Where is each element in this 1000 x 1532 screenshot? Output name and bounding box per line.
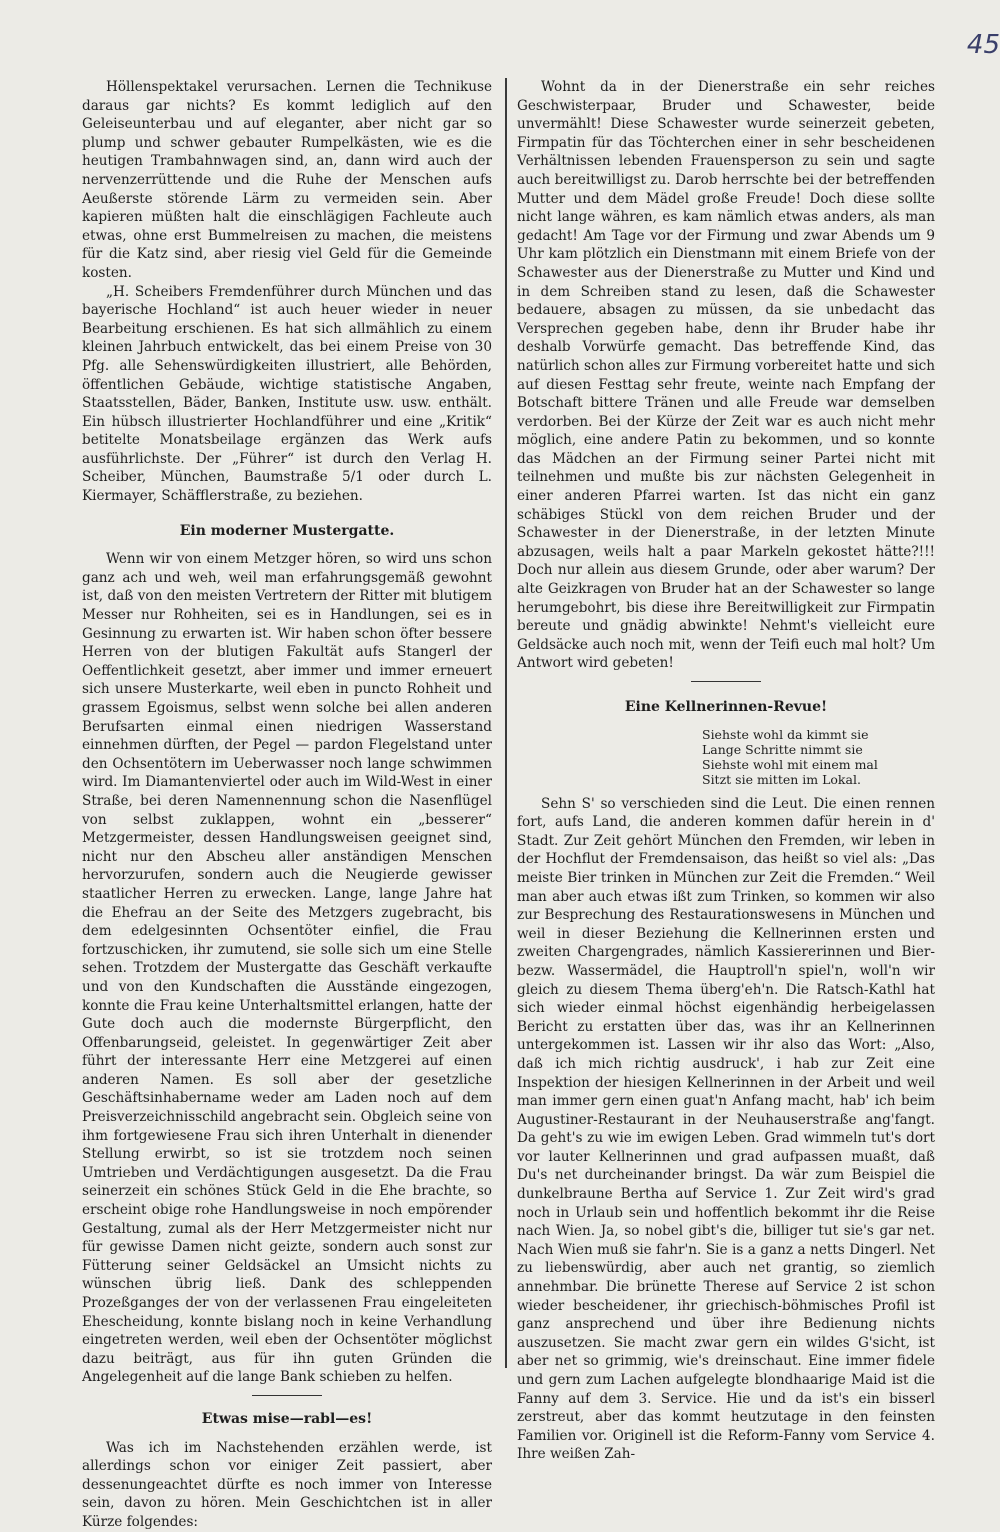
intro-paragraph: Höllenspektakel verursachen. Lernen die Technikuse daraus gar nichts? Es kommt lediglich auf den Geleiseunterbau und auf eleganter, aber nicht gar so plump und schwer gebauter Rumpelkästen, wie es die heutigen Trambahnwagen sind, an, dann wird auch der nervenzerrüttende und die Ruhe der Menschen aufs Aeußerste störende Lärm zu vermeiden sein. Aber kapieren müßten halt die einschlägigen Fachleute auch etwas, ohne erst Bummelreisen zu machen, die meistens für die Katz sind, aber riesig viel Geld für die Gemeinde kosten. (82, 79, 492, 281)
verse-line: Sitzt sie mitten im Lokal. (702, 771, 861, 787)
verse-line: Lange Schritte nimmt sie (702, 741, 863, 757)
verse-line: Siehste wohl mit einem mal (702, 756, 878, 772)
section-divider (252, 1395, 322, 1396)
page-number: 45 (966, 30, 1000, 60)
article-paragraph: Wohnt da in der Dienerstraße ein sehr reiches Geschwisterpaar, Bruder und Schawester, beide unvermählt! Diese Schawester wurde seinerzeit gebeten, Firmpatin für das Töchterchen einer in sehr bescheidenen Verhältnissen lebenden Frauensperson zu sein und sagte auch bereitwilligst zu. Darob herrschte bei der betreffenden Mutter und dem Mädel große Freude! Doch diese sollte nicht lange währen, es kam nämlich etwas anders, als man gedacht! Am Tage vor der Firmung und zwar Abends um 9 Uhr kam plötzlich ein Dienstmann mit einem Briefe von der Schawester aus der Dienerstraße zu Mutter und Kind und in dem Schreiben stand zu lesen, daß die Schawester bedauere, absagen zu müssen, da sie unbedacht das Versprechen gegeben habe, denn ihr Bruder habe ihr deshalb Vorwürfe gemacht. Das betreffende Kind, das natürlich schon alles zur Firmung vorbereitet hatte und sich auf diesen Festtag sehr freute, weinte nach Empfang der Botschaft bittere Tränen und alle Freude war demselben verdorben. Bei der Kürze der Zeit war es auch nicht mehr möglich, eine andere Patin zu bekommen, und so konnte das Mädchen an der Firmung seiner Partei nicht mit teilnehmen und mußte bis zur nächsten Gelegenheit in einer anderen Pfarrei warten. Ist das nicht ein ganz schäbiges Stückl von dem reichen Bruder und der Schawester in der Dienerstraße, in der letzten Minute abzusagen, weils halt a paar Markeln gekostet hätte?!!! Doch nur allein aus diesem Grunde, oder aber warum? Der alte Geizkragen von Bruder hat an der Schawester so lange herumgebohrt, bis diese ihre Bereitwilligkeit zur Firmpatin bereute und gnädig abwinkte! Nehmt's vielleicht eure Geldsäcke auch noch mit, wenn der Teifi euch mal holt? Um Antwort wird gebeten! (517, 79, 935, 672)
left-column (82, 78, 492, 1532)
verse-block (702, 727, 935, 787)
article-paragraph: Was ich im Nachstehenden erzählen werde, ist allerdings schon vor einiger Zeit passiert, aber dessenungeachtet dürfte es noch immer von Interesse sein, davon zu hören. Mein Geschichtchen ist in aller Kürze folgendes: (82, 1439, 492, 1530)
column-divider (505, 78, 507, 1368)
intro-paragraph: „H. Scheibers Fremdenführer durch München und das bayerische Hochland“ ist auch heuer wieder in neuer Bearbeitung erschienen. Es hat sich allmählich zu einem kleinen Jahrbuch entwickelt, das bei einem Preise von 30 Pfg. alle Sehenswürdigkeiten illustriert, alle Behörden, öffentlichen Gebäude, wichtige statistische Angaben, Staatsstellen, Bäder, Banken, Institute usw. usw. enthält. Ein hübsch illustrierter Hochlandführer und eine „Kritik“ betitelte Monatsbeilage ergänzen das Werk aufs ausführlichste. Der „Führer“ ist durch den Verlag H. Scheiber, München, Baumstraße 5/1 oder durch L. Kiermayer, Schäfflerstraße, zu beziehen. (82, 283, 492, 505)
section-divider (691, 681, 761, 682)
article-paragraph: Sehn S' so verschieden sind die Leut. Die einen rennen fort, aufs Land, die anderen kommen dafür herein in d' Stadt. Zur Zeit gehört München den Fremden, wir leben in der Hochflut der Fremdensaison, das heißt so viel als: „Das meiste Bier trinken in München zur Zeit die Fremden.“ Weil man aber auch etwas ißt zum Trinken, so kommen wir also zur Besprechung des Restaurationswesens in München und weil in dieser Beziehung die Kellnerinnen ersten und zweiten Chargengrades, nämlich Kassiererinnen und Bier- bezw. Wassermädel, die Hauptroll'n spiel'n, woll'n wir gleich zu diesem Thema überg'eh'n. Die Ratsch-Kathl hat sich wieder einmal höchst eigenhändig herbeigelassen Bericht zu erstatten über das, was ihr an Kellnerinnen untergekommen ist. Lassen wir ihr also das Wort: „Also, daß ich mich richtig ausdruck', i hab zur Zeit eine Inspektion der hiesigen Kellnerinnen in der Arbeit und weil man immer gern einen guat'n Anfang macht, hab' ich beim Augustiner-Restaurant in der Neuhauserstraße ang'fangt. Da geht's zu wie im ewigen Leben. Grad wimmeln tut's dort vor lauter Kellnerinnen und grad aufpassen muaßt, daß Du's net durcheinander bringst. Da wär zum Beispiel die dunkelbraune Bertha auf Service 1. Zur Zeit wird's grad noch in Urlaub sein und hoffentlich bekommt ihr die Reise nach Wien. Ja, so nobel gibt's die, billiger tut sie's gar net. Nach Wien muß sie fahr'n. Sie is a ganz a netts Dingerl. Net zu liebenswürdig, aber auch net grantig, so ziemlich annehmbar. Die brünette Therese auf Service 2 ist schon wieder bescheidener, ihr griechisch-böhmisches Profil ist ganz ansprechend und über ihre Bedienung nichts auszusetzen. Sie macht zwar gern ein wildes G'sicht, ist aber net so grimmig, wie's dreinschaut. Eine immer fidele und gern zum Lachen aufgelegte blondhaarige Maid ist die Fanny auf dem 3. Service. Hie und da ist's ein bisserl zerstreut, aber das kommt heutzutage in den feinsten Familien vor. Originell ist die Reform-Fanny vom Service 4. Ihre weißen Zah- (517, 795, 935, 1463)
article-heading-miserabel: Etwas mise—rabl—es! (201, 1410, 373, 1427)
article-heading-mustergatte: Ein moderner Mustergatte. (179, 522, 395, 539)
article-heading-kellnerinnen-revue: Eine Kellnerinnen-Revue! (624, 699, 828, 715)
right-column (517, 78, 935, 1464)
verse-line: Siehste wohl da kimmt sie (702, 726, 869, 742)
article-paragraph: Wenn wir von einem Metzger hören, so wird uns schon ganz ach und weh, weil man erfahrungsgemäß gewohnt ist, daß von den meisten Vertretern der Ritter mit blutigem Messer nur Rohheiten, sei es in Handlungen, sei es in Gesinnung zu erwarten ist. Wir haben schon öfter bessere Herren von der blutigen Fakultät aufs Stangerl der Oeffentlichkeit gesetzt, aber immer und immer erneuert sich unsere Musterkarte, weil eben in puncto Rohheit und grassem Egoismus, selbst wenn solche bei allen anderen Berufsarten einmal einen niedrigen Wasserstand einnehmen dürften, der Pegel — pardon Flegelstand unter den Ochsentötern im Ueberwasser noch lange schwimmen wird. Im Diamantenviertel oder auch im Wild-West in einer Straße, bei deren Namennennung schon die Nasenflügel von selbst zuklappen, wohnt ein „besserer“ Metzgermeister, dessen Handlungsweisen geeignet sind, nicht nur den Abscheu aller anständigen Menschen hervorzurufen, sondern auch die Neugierde gewisser staatlicher Herren zu erwecken. Lange, lange Jahre hat die Ehefrau an der Seite des Metzgers zugebracht, bis dem edelgesinnten Ochsentöter einfiel, die Frau fortzuschicken, ihr zumutend, sie solle sich um eine Stelle sehen. Trotzdem der Mustergatte das Geschäft verkaufte und von den Kundschaften die Ausstände eingezogen, konnte die Frau keine Unterhaltsmittel erlangen, hatte der Gute doch auch die modernste Bürgerpflicht, den Offenbarungseid, geleistet. In gegenwärtiger Zeit aber führt der interessante Herr eine Metzgerei auf einen anderen Namen. Es soll aber der gesetzliche Geschäftsinhabername weder am Laden noch auf dem Preisverzeichnisschild angebracht sein. Obgleich seine von ihm fortgewiesene Frau sich ihren Unterhalt in dienender Stellung erwirbt, so ist sie trotzdem noch seinen Umtrieben und Verdächtigungen ausgesetzt. Da die Frau seinerzeit ein schönes Stück Geld in die Ehe brachte, so erscheint obige rohe Handlungsweise in noch empörender Gestaltung, zumal als der Herr Metzgermeister nicht nur für gewisse Damen nicht geizte, sondern auch sonst zur Fütterung seiner Geldsäckel an Umsicht nichts zu wünschen übrig ließ. Dank des schleppenden Prozeßganges der von der verlassenen Frau eingeleiteten Ehescheidung, konnte bislang noch in keine Verhandlung eingetreten werden, weil eben der Ochsentöter möglichst dazu beiträgt, aus für ihn guten Gründen die Angelegenheit auf die lange Bank schieben zu helfen. (82, 551, 492, 1386)
